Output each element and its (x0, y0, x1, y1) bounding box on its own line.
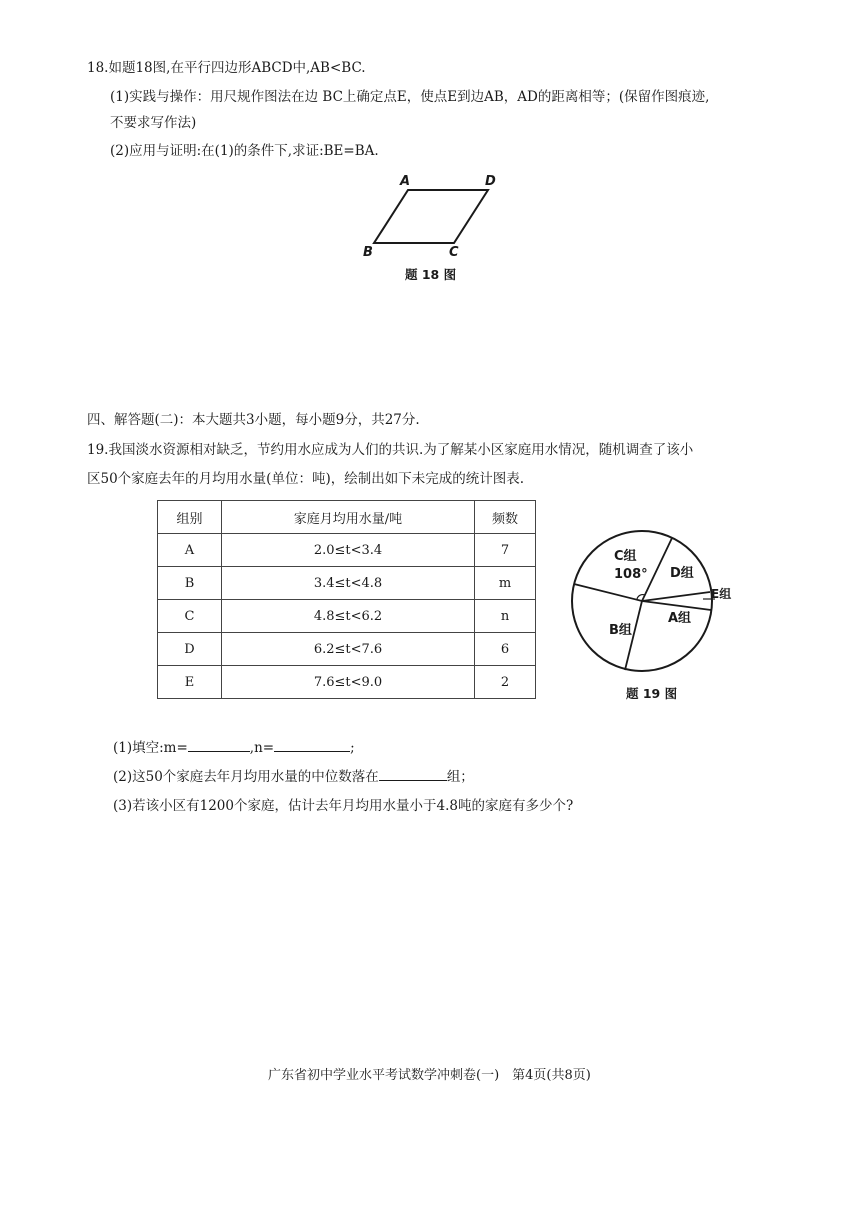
pie-label-b: B组 (609, 623, 632, 638)
figure-19-caption: 题 19 图 (626, 686, 678, 701)
answer-blank-n[interactable] (274, 736, 350, 752)
table-cell: 6 (475, 633, 536, 666)
table-cell: n (475, 600, 536, 633)
q18-title: 18.如题18图,在平行四边形ABCD中,AB<BC. (87, 60, 366, 76)
table-cell: 6.2≤t<7.6 (222, 633, 475, 666)
q18-part1-line1: (1)实践与操作：用尺规作图法在边 BC上确定点E，使点E到边AB，AD的距离相等；(保留作图痕迹, (110, 89, 710, 105)
figure-18-caption: 题 18 图 (405, 267, 457, 282)
table-header-cell: 家庭月均用水量/吨 (222, 501, 475, 534)
table-row (158, 600, 536, 633)
table-cell: m (475, 567, 536, 600)
section-heading: 四、解答题(二)：本大题共3小题，每小题9分，共27分. (87, 412, 420, 428)
table-cell: 7 (475, 534, 536, 567)
q19-part3: (3)若该小区有1200个家庭，估计去年月均用水量小于4.8吨的家庭有多少个? (113, 798, 574, 814)
q18-part2: (2)应用与证明:在(1)的条件下,求证:BE=BA. (110, 143, 379, 159)
pie-label-e: E组 (711, 587, 732, 601)
table-row (158, 534, 536, 567)
pie-label-c: C组 (614, 549, 637, 564)
q19-part2-suffix: 组； (446, 769, 474, 785)
table-header-cell: 组别 (158, 501, 222, 534)
q19-intro-line1: 19.我国淡水资源相对缺乏，节约用水应成为人们的共识.为了解某小区家庭用水情况，随机调查了该小 (87, 442, 694, 458)
table-row (158, 633, 536, 666)
q19-part2-prefix: (2)这50个家庭去年月均用水量的中位数落在 (113, 769, 379, 785)
vertex-label-d: D (485, 174, 496, 189)
table-cell: 7.6≤t<9.0 (222, 666, 475, 699)
table-cell: 2.0≤t<3.4 (222, 534, 475, 567)
vertex-label-a: A (400, 174, 411, 189)
table-cell: 2 (475, 666, 536, 699)
table-cell: 3.4≤t<4.8 (222, 567, 475, 600)
vertex-label-c: C (449, 245, 459, 260)
q19-part1-prefix: (1)填空:m= (113, 740, 188, 756)
pie-label-c-angle: 108° (614, 567, 648, 582)
table-row (158, 666, 536, 699)
answer-blank-m[interactable] (188, 736, 250, 752)
table-cell: 4.8≤t<6.2 (222, 600, 475, 633)
vertex-label-b: B (363, 245, 373, 260)
q19-part1-mid: ,n= (249, 740, 275, 756)
parallelogram-abcd (374, 190, 488, 243)
table-cell: D (158, 633, 222, 666)
q18-part1-line2: 不要求写作法) (110, 115, 197, 131)
page-footer: 广东省初中学业水平考试数学冲刺卷(一) 第4页(共8页) (268, 1068, 591, 1083)
pie-chart-figure (565, 530, 745, 705)
frequency-table (157, 500, 536, 699)
table-cell: E (158, 666, 222, 699)
q19-part1-suffix: ; (350, 740, 355, 756)
table-cell: C (158, 600, 222, 633)
table-header-row (158, 501, 536, 534)
pie-label-a: A组 (668, 611, 692, 626)
table-row (158, 567, 536, 600)
q19-part2 (113, 765, 474, 787)
table-header-cell: 频数 (475, 501, 536, 534)
answer-blank-median[interactable] (379, 765, 447, 781)
q19-part1 (113, 736, 355, 758)
q19-intro-line2: 区50个家庭去年的月均用水量(单位：吨)，绘制出如下未完成的统计图表. (87, 471, 525, 487)
table-cell: B (158, 567, 222, 600)
pie-label-d: D组 (670, 566, 694, 581)
table-cell: A (158, 534, 222, 567)
parallelogram-figure (355, 168, 515, 286)
